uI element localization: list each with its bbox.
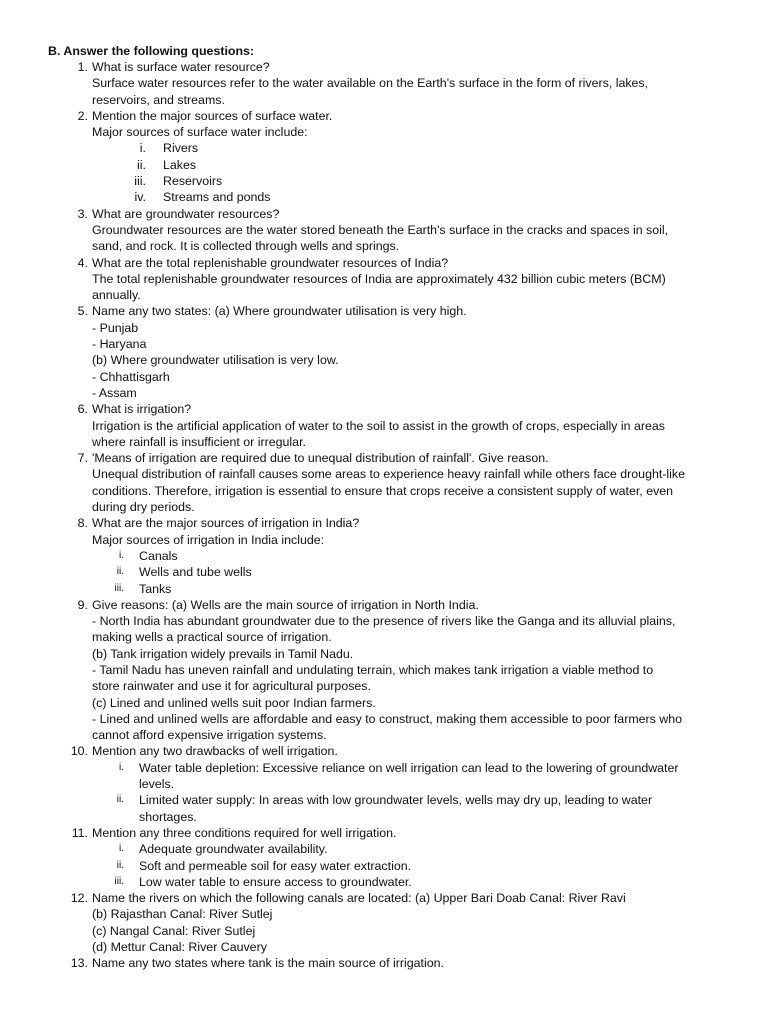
question-2 bbox=[77, 108, 724, 206]
list-item-text: Low water table to ensure access to groundwater. bbox=[139, 874, 412, 889]
answer-line: conditions. Therefore, irrigation is essential to ensure that crops receive a consistent supply of water, even bbox=[92, 483, 674, 498]
question-number: 6. bbox=[77, 402, 88, 417]
question-text: What are the major sources of irrigation in India? bbox=[92, 516, 360, 531]
question-number: 10. bbox=[70, 744, 88, 759]
roman-numeral: iv. bbox=[134, 190, 146, 205]
question-number: 13. bbox=[70, 956, 88, 971]
answer-line: sand, and rock. It is collected through wells and springs. bbox=[92, 239, 400, 254]
section-heading: B. Answer the following questions: bbox=[48, 44, 255, 58]
list-item bbox=[92, 189, 724, 205]
answer-line: - Punjab bbox=[92, 320, 139, 335]
question-number: 9. bbox=[77, 597, 88, 612]
question-text: Name any two states where tank is the main source of irrigation. bbox=[92, 956, 444, 971]
question-number: 3. bbox=[77, 206, 88, 221]
roman-numeral: iii. bbox=[134, 174, 146, 189]
question-list bbox=[70, 59, 724, 972]
roman-numeral: i. bbox=[119, 549, 124, 561]
question-1 bbox=[77, 59, 724, 108]
question-5 bbox=[77, 303, 724, 401]
list-item-text: Adequate groundwater availability. bbox=[139, 842, 328, 857]
answer-line: - Chhattisgarh bbox=[92, 369, 170, 384]
answer-line: Surface water resources refer to the water available on the Earth's surface in the form of rivers, lakes, bbox=[92, 76, 649, 91]
list-item bbox=[92, 760, 724, 793]
question-number: 5. bbox=[77, 304, 88, 319]
list-item-text: Soft and permeable soil for easy water extraction. bbox=[139, 858, 412, 873]
question-10 bbox=[70, 743, 724, 824]
list-item-text: Wells and tube wells bbox=[139, 565, 252, 580]
answer-line: - Haryana bbox=[92, 337, 147, 352]
question-text: What is irrigation? bbox=[92, 402, 192, 417]
question-text: What is surface water resource? bbox=[92, 60, 270, 74]
question-text: Mention any two drawbacks of well irrigation. bbox=[92, 744, 338, 759]
list-item bbox=[92, 792, 724, 825]
answer-line: - Assam bbox=[92, 385, 137, 400]
list-item-text: Reservoirs bbox=[163, 174, 223, 189]
roman-numeral: ii. bbox=[137, 157, 146, 172]
list-item bbox=[92, 157, 724, 173]
roman-numeral: ii. bbox=[116, 794, 124, 806]
answer-line: where rainfall is insufficient or irregular. bbox=[92, 434, 306, 449]
roman-numeral: iii. bbox=[114, 875, 124, 887]
answer-line: Major sources of irrigation in India include: bbox=[92, 532, 325, 547]
list-item-text: Tanks bbox=[139, 581, 172, 596]
question-6 bbox=[77, 401, 724, 450]
answer-line: annually. bbox=[92, 288, 141, 303]
answer-line: (b) Where groundwater utilisation is very low. bbox=[92, 353, 339, 368]
question-text: 'Means of irrigation are required due to unequal distribution of rainfall'. Give reason. bbox=[92, 451, 549, 466]
answer-line: making wells a practical source of irrigation. bbox=[92, 630, 332, 645]
answer-line: (b) Rajasthan Canal: River Sutlej bbox=[92, 907, 273, 922]
list-item bbox=[92, 140, 724, 156]
answer-line: Unequal distribution of rainfall causes some areas to experience heavy rainfall while others face drought-like bbox=[92, 467, 686, 482]
question-9 bbox=[77, 597, 724, 744]
answer-line: Irrigation is the artificial application of water to the soil to assist in the growth of crops, especially in areas bbox=[92, 418, 666, 433]
answer-line: Major sources of surface water include: bbox=[92, 125, 308, 140]
question-number: 4. bbox=[77, 255, 88, 270]
roman-numeral: ii. bbox=[116, 859, 124, 871]
answer-line: - Tamil Nadu has uneven rainfall and undulating terrain, which makes tank irrigation a viable method to bbox=[92, 662, 654, 677]
list-item bbox=[92, 173, 724, 189]
answer-line: - North India has abundant groundwater due to the presence of rivers like the Ganga and its alluvial plains, bbox=[92, 614, 676, 629]
question-number: 12. bbox=[70, 891, 88, 906]
list-item bbox=[92, 841, 724, 857]
list-item-text: Lakes bbox=[163, 157, 197, 172]
answer-line: (d) Mettur Canal: River Cauvery bbox=[92, 940, 267, 955]
question-text: Mention the major sources of surface water. bbox=[92, 108, 333, 123]
list-item bbox=[92, 548, 724, 564]
answer-line: Groundwater resources are the water stored beneath the Earth's surface in the cracks and spaces in soil, bbox=[92, 222, 669, 237]
question-7 bbox=[77, 450, 724, 515]
answer-line: cannot afford expensive irrigation systems. bbox=[92, 728, 327, 743]
list-item-text: Limited water supply: In areas with low groundwater levels, wells may dry up, leading to water bbox=[139, 793, 653, 808]
question-text: What are the total replenishable groundwater resources of India? bbox=[92, 255, 449, 270]
question-12 bbox=[70, 890, 724, 955]
answer-line: (b) Tank irrigation widely prevails in Tamil Nadu. bbox=[92, 646, 354, 661]
list-item bbox=[92, 858, 724, 874]
question-text: Name the rivers on which the following canals are located: (a) Upper Bari Doab Canal: River Ravi bbox=[92, 891, 626, 906]
list-item-text: Rivers bbox=[163, 141, 199, 156]
question-number: 2. bbox=[77, 108, 88, 123]
question-text: Give reasons: (a) Wells are the main source of irrigation in North India. bbox=[92, 597, 479, 612]
answer-line: The total replenishable groundwater resources of India are approximately 432 billion cubic meters (BCM) bbox=[92, 271, 666, 286]
list-item bbox=[92, 874, 724, 890]
question-3 bbox=[77, 206, 724, 255]
answer-line: (c) Lined and unlined wells suit poor Indian farmers. bbox=[92, 695, 376, 710]
question-text: What are groundwater resources? bbox=[92, 206, 280, 221]
answer-line: store rainwater and use it for agricultural purposes. bbox=[92, 679, 371, 694]
answer-line: reservoirs, and streams. bbox=[92, 92, 225, 107]
roman-numeral: i. bbox=[119, 761, 124, 773]
list-item bbox=[92, 564, 724, 580]
list-item-text: levels. bbox=[139, 777, 175, 792]
answer-line: (c) Nangal Canal: River Sutlej bbox=[92, 923, 256, 938]
roman-numeral: i. bbox=[139, 141, 146, 156]
question-text: Name any two states: (a) Where groundwater utilisation is very high. bbox=[92, 304, 467, 319]
question-number: 8. bbox=[77, 516, 88, 531]
question-number: 11. bbox=[71, 825, 88, 840]
question-8 bbox=[77, 515, 724, 596]
roman-numeral: i. bbox=[119, 843, 124, 855]
roman-numeral: iii. bbox=[114, 582, 124, 594]
question-text: Mention any three conditions required for well irrigation. bbox=[92, 825, 397, 840]
list-item-text: Streams and ponds bbox=[163, 190, 271, 205]
answer-line: - Lined and unlined wells are affordable and easy to construct, making them accessible to poor farmers who bbox=[92, 711, 683, 726]
question-number: 7. bbox=[77, 451, 88, 466]
question-number: 1. bbox=[77, 60, 88, 74]
question-4 bbox=[77, 255, 724, 304]
list-item-text: shortages. bbox=[139, 809, 197, 824]
list-item bbox=[92, 581, 724, 597]
list-item-text: Canals bbox=[139, 548, 178, 563]
question-13 bbox=[70, 955, 724, 971]
question-11 bbox=[71, 825, 724, 890]
list-item-text: Water table depletion: Excessive reliance on well irrigation can lead to the lowering of groundwater bbox=[139, 760, 679, 775]
answer-line: during dry periods. bbox=[92, 500, 195, 515]
roman-numeral: ii. bbox=[116, 566, 124, 578]
